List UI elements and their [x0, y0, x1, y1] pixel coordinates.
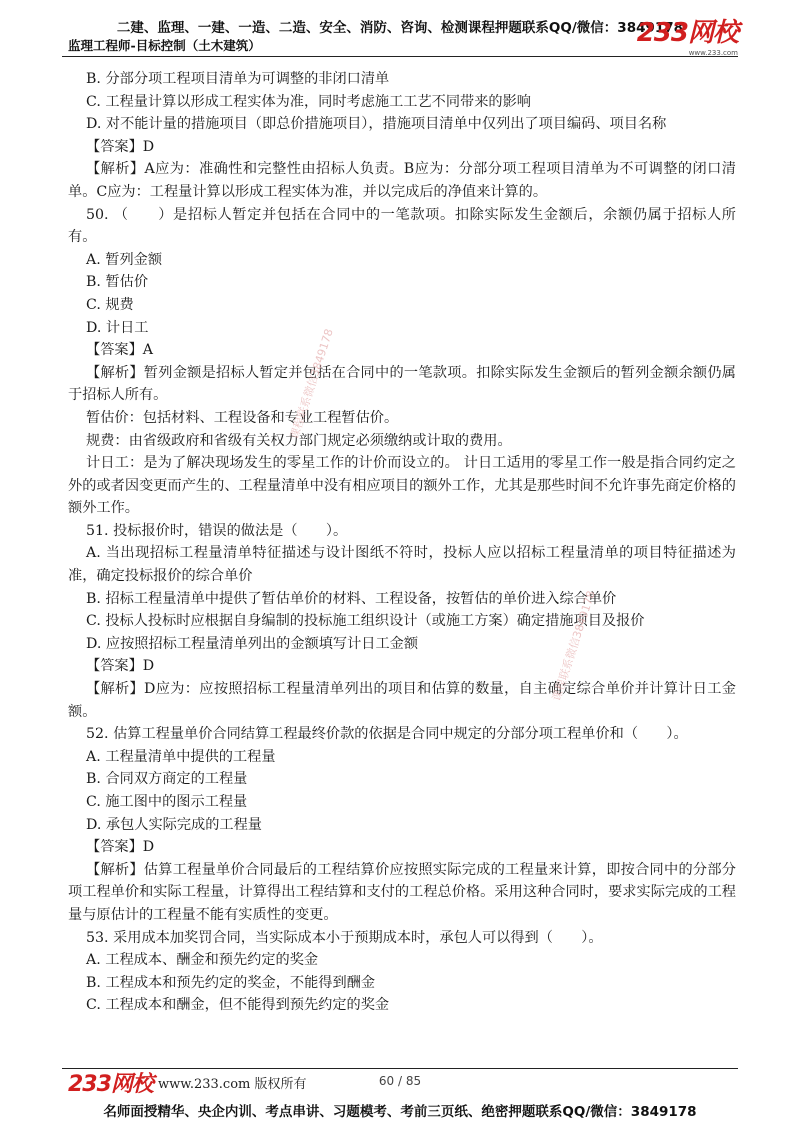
watermark: 课程联系微信3849178	[549, 589, 598, 703]
option-line: B. 招标工程量清单中提供了暂估单价的材料、工程设备，按暂估的单价进入综合单价	[86, 590, 617, 607]
option-line: B. 工程成本和预先约定的奖金，不能得到酬金	[86, 974, 376, 991]
question-line: 52. 估算工程量单价合同结算工程最终价款的依据是合同中规定的分部分项工程单价和（ ）。	[86, 726, 688, 743]
analysis-paragraph: 【解析】D应为：应按照招标工程量清单列出的项目和估算的数量，自主确定综合单价并计算计日工金额。	[68, 681, 736, 720]
option-line: 【答案】D	[86, 658, 155, 675]
option-line: B. 暂估价	[86, 274, 149, 291]
question-line: 规费：由省级政府和省级有关权力部门规定必须缴纳或计取的费用。	[86, 432, 512, 449]
option-line: A. 工程量清单中提供的工程量	[86, 748, 276, 765]
option-line: B. 合同双方商定的工程量	[86, 771, 248, 788]
question-line: 53. 采用成本加奖罚合同，当实际成本小于预期成本时，承包人可以得到（ ）。	[86, 929, 603, 946]
option-line: D. 承包人实际完成的工程量	[86, 816, 262, 833]
footer-promo-line: 名师面授精华、央企内训、考点串讲、习题模考、考前三页纸、绝密押题联系QQ/微信：3849178	[103, 1104, 697, 1120]
option-line: B. 分部分项工程项目清单为可调整的非闭口清单	[86, 71, 390, 87]
footer-divider	[62, 1068, 738, 1069]
header-subtitle: 监理工程师-目标控制（土木建筑）	[68, 38, 261, 53]
question-line: 51. 投标报价时，错误的做法是（ ）。	[86, 522, 348, 539]
logo-url: www.233.com	[688, 49, 738, 57]
option-line: 【答案】D	[86, 839, 155, 856]
question-line: 50. （ ）是招标人暂定并包括在合同中的一笔款项。扣除实际发生金额后，余额仍属于招标人所有。	[68, 206, 736, 246]
question-line: 计日工：是为了解决现场发生的零星工作的计价而设立的。 计日工适用的零星工作一般是指合同约定之外的或者因变更而产生的、工程量清单中没有相应项目的额外工作，尤其是那些时间不允许事先商定价格的额外工作。	[68, 455, 736, 517]
analysis-paragraph: 【解析】暂列金额是招标人暂定并包括在合同中的一笔款项。扣除实际发生金额后的暂列金额余额仍属于招标人所有。	[68, 364, 736, 404]
header-promo-line: 二建、监理、一建、一造、二造、安全、消防、咨询、检测课程押题联系QQ/微信：3849178	[116, 20, 684, 36]
option-line: C. 工程量计算以形成工程实体为准，同时考虑施工工艺不同带来的影响	[86, 93, 531, 110]
page-number: 60 / 85	[378, 1074, 422, 1088]
option-line: D. 计日工	[86, 319, 149, 336]
analysis-paragraph: 【解析】估算工程量单价合同最后的工程结算价应按照实际完成的工程量来计算，即按合同中的分部分项工程单价和实际工程量，计算得出工程结算和支付的工程总价格。采用这种合同时，要求实际完成的工程量与原估计的工程量不能有实质性的变更。	[68, 861, 736, 923]
option-line: A. 工程成本、酬金和预先约定的奖金	[86, 952, 319, 969]
option-line: A. 暂列金额	[86, 251, 163, 268]
header-logo	[637, 12, 738, 57]
option-line: 【答案】A	[86, 342, 153, 359]
question-line: A. 当出现招标工程量清单特征描述与设计图纸不符时，投标人应以招标工程量清单的项目特征描述为准，确定投标报价的综合单价	[68, 545, 736, 585]
option-line: D. 对不能计量的措施项目（即总价措施项目），措施项目清单中仅列出了项目编码、项目名称	[86, 116, 667, 133]
option-line: C. 投标人投标时应根据自身编制的投标施工组织设计（或施工方案）确定措施项目及报价	[86, 613, 645, 630]
option-line: C. 规费	[86, 296, 134, 313]
watermark: 课程联系微信3849178	[287, 327, 336, 441]
option-line: C. 施工图中的图示工程量	[86, 794, 248, 810]
option-line: 【答案】D	[86, 138, 155, 155]
option-line: C. 工程成本和酬金，但不能得到预先约定的奖金	[86, 997, 390, 1014]
analysis-paragraph: 【解析】A应为：准确性和完整性由招标人负责。B应为：分部分项工程项目清单为不可调整的闭口清单。C应为：工程量计算以形成工程实体为准，并以完成后的净值来计算的。	[68, 161, 736, 200]
footer-copyright: www.233.com 版权所有	[158, 1077, 307, 1092]
logo-233-text: 233网校	[636, 18, 738, 48]
header-divider	[62, 56, 738, 57]
footer-logo-text: 233网校	[68, 1072, 153, 1097]
document-body	[68, 68, 736, 1017]
option-line: D. 应按照招标工程量清单列出的金额填写计日工金额	[86, 635, 419, 652]
question-line: 暂估价：包括材料、工程设备和专业工程暂估价。	[86, 409, 399, 426]
